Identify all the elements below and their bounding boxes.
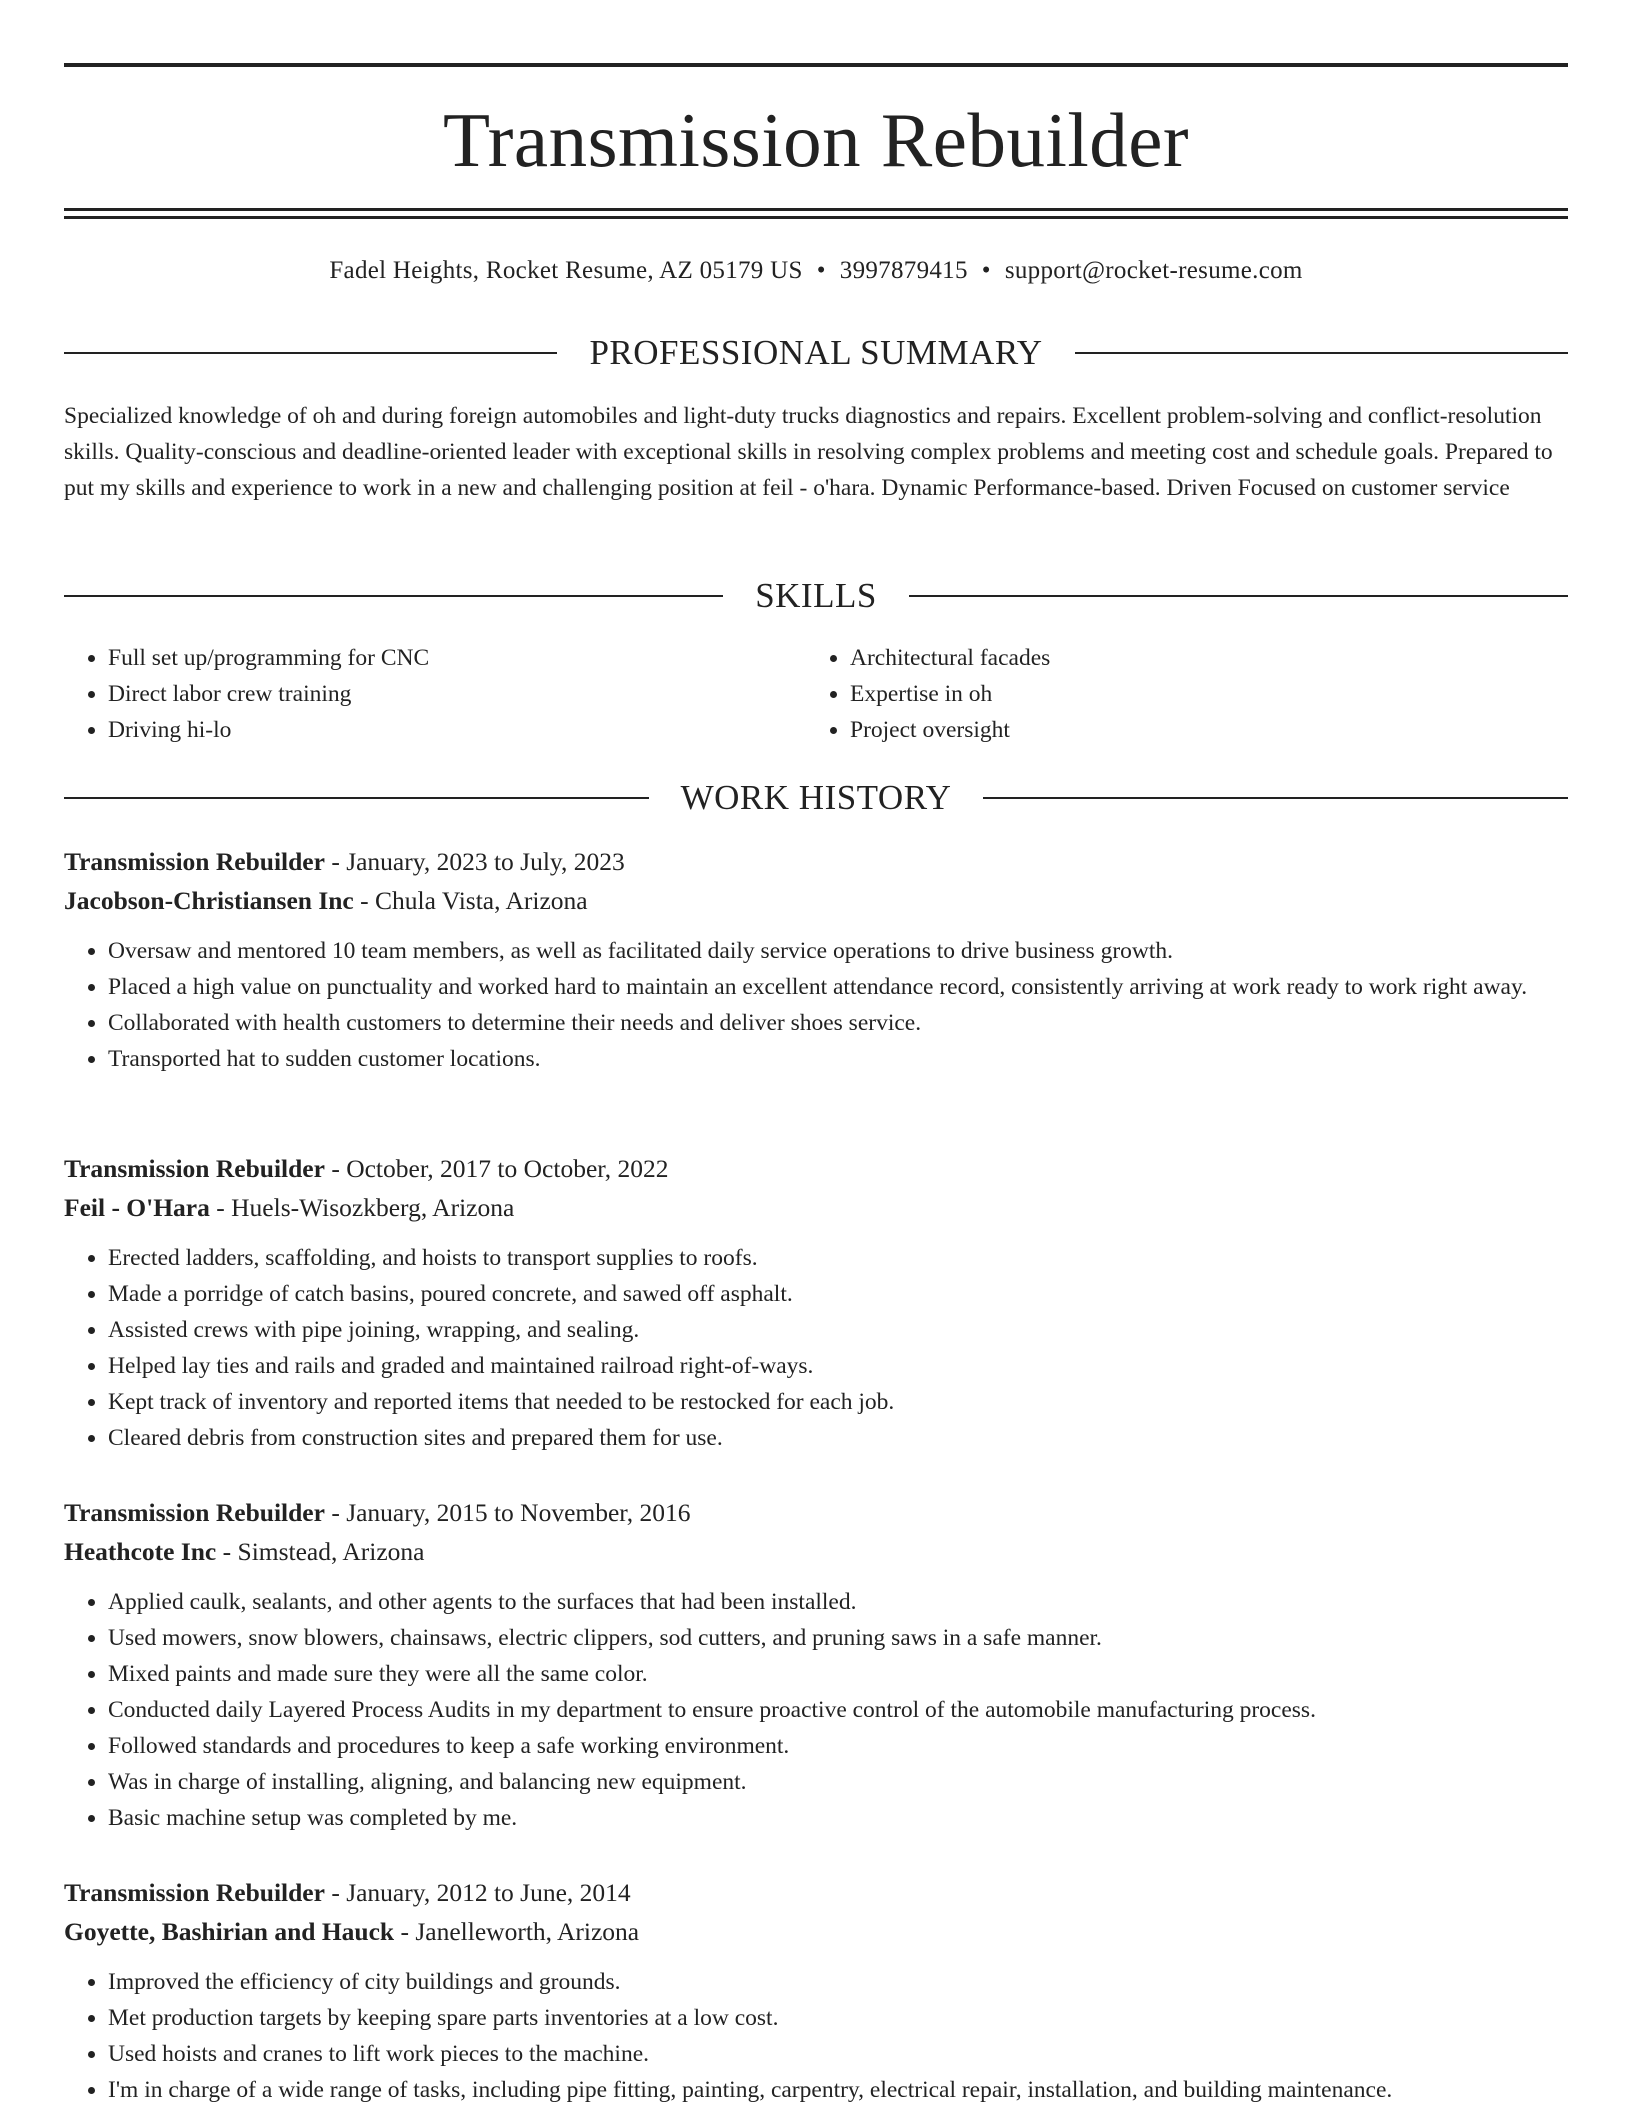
job-entry (64, 1873, 1568, 2108)
job-bullet: • Transported hat to sudden customer locations. (108, 1041, 1568, 1077)
job-bullet: • I'm in charge of a wide range of tasks, including pipe fitting, painting, carpentry, electrical repair, installation, and building maintenance. (108, 2072, 1568, 2108)
job-title: Transmission Rebuilder (64, 1154, 325, 1183)
summary-heading-label: PROFESSIONAL SUMMARY (589, 333, 1043, 372)
job-bullet: • Assisted crews with pipe joining, wrapping, and sealing. (108, 1312, 1568, 1348)
job-bullet: • Erected ladders, scaffolding, and hoists to transport supplies to roofs. (108, 1240, 1568, 1276)
job-company: Goyette, Bashirian and Hauck (64, 1917, 395, 1946)
skill-item: • Full set up/programming for CNC (108, 640, 806, 676)
job-bullets (64, 1240, 1568, 1456)
skill-item: • Driving hi-lo (108, 712, 806, 748)
job-bullet: • Followed standards and procedures to keep a safe working environment. (108, 1728, 1568, 1764)
job-entry (64, 842, 1568, 1077)
heading-rule-right (983, 797, 1568, 799)
job-bullet: • Oversaw and mentored 10 team members, as well as facilitated daily service operations to drive business growth. (108, 933, 1568, 969)
job-bullet: • Helped lay ties and rails and graded and maintained railroad right-of-ways. (108, 1348, 1568, 1384)
job-bullet: • Applied caulk, sealants, and other agents to the surfaces that had been installed. (108, 1584, 1568, 1620)
job-bullet: • Used hoists and cranes to lift work pieces to the machine. (108, 2036, 1568, 2072)
job-dates: - January, 2012 to June, 2014 (324, 1878, 631, 1907)
job-title-line (64, 1493, 1568, 1532)
contact-info (64, 254, 1568, 288)
contact-separator: • (816, 257, 826, 284)
job-title: Transmission Rebuilder (64, 1878, 325, 1907)
job-bullets (64, 1964, 1568, 2108)
job-dates: - October, 2017 to October, 2022 (324, 1154, 669, 1183)
heading-rule-left (64, 797, 649, 799)
skills-list (64, 640, 1568, 748)
summary-section-heading (64, 331, 1568, 375)
header-top-rule (64, 63, 1568, 67)
job-dates: - January, 2015 to November, 2016 (324, 1498, 691, 1527)
job-bullets (64, 1584, 1568, 1836)
skill-item: • Architectural facades (850, 640, 1548, 676)
job-location: - Chula Vista, Arizona (353, 886, 588, 915)
job-bullet: • Basic machine setup was completed by me. (108, 1800, 1568, 1836)
job-bullet: • Placed a high value on punctuality and worked hard to maintain an excellent attendance record, consistently arriving at work ready to work right away. (108, 969, 1568, 1005)
skill-item: • Expertise in oh (850, 676, 1548, 712)
job-entry (64, 1149, 1568, 1456)
job-entry (64, 1493, 1568, 1836)
job-company-line (64, 881, 1568, 920)
job-bullet: • Was in charge of installing, aligning, and balancing new equipment. (108, 1764, 1568, 1800)
job-company: Feil - O'Hara (64, 1193, 210, 1222)
job-company-line (64, 1912, 1568, 1951)
job-company-line (64, 1188, 1568, 1227)
job-company: Heathcote Inc (64, 1537, 217, 1566)
contact-separator: • (981, 257, 991, 284)
contact-email: support@rocket-resume.com (1004, 257, 1303, 284)
skills-section-heading (64, 574, 1568, 618)
job-bullet: • Mixed paints and made sure they were all the same color. (108, 1656, 1568, 1692)
job-bullet: • Used mowers, snow blowers, chainsaws, electric clippers, sod cutters, and pruning saws in a safe manner. (108, 1620, 1568, 1656)
job-dates: - January, 2023 to July, 2023 (324, 847, 625, 876)
skills-column-left (64, 640, 806, 748)
job-bullet: • Cleared debris from construction sites and prepared them for use. (108, 1420, 1568, 1456)
header-double-rule-lower (64, 216, 1568, 219)
contact-address: Fadel Heights, Rocket Resume, AZ 05179 US (329, 257, 803, 284)
job-bullet: • Collaborated with health customers to determine their needs and deliver shoes service. (108, 1005, 1568, 1041)
job-title-line (64, 842, 1568, 881)
heading-rule-left (64, 595, 723, 597)
header-double-rule-upper (64, 208, 1568, 211)
heading-rule-right (1075, 352, 1568, 354)
job-location: - Simstead, Arizona (216, 1537, 425, 1566)
heading-rule-left (64, 352, 557, 354)
job-bullet: • Made a porridge of catch basins, poured concrete, and sawed off asphalt. (108, 1276, 1568, 1312)
job-location: - Janelleworth, Arizona (394, 1917, 640, 1946)
job-title-line (64, 1873, 1568, 1912)
skill-item: • Direct labor crew training (108, 676, 806, 712)
skills-column-right (806, 640, 1548, 748)
job-title: Transmission Rebuilder (64, 847, 325, 876)
job-company-line (64, 1532, 1568, 1571)
job-title-line (64, 1149, 1568, 1188)
contact-phone: 3997879415 (839, 257, 968, 284)
heading-rule-right (909, 595, 1568, 597)
summary-text: Specialized knowledge of oh and during foreign automobiles and light-duty trucks diagnostics and repairs. Excellent problem-solving and conflict-resolution skills. Quality-conscious and deadline-oriented leader with exceptional skills in resolving complex problems and meeting cost and schedule goals. Prepared to put my skills and experience to work in a new and challenging position at feil - o'hara. Dynamic Performance-based. Driven Focused on customer service (64, 403, 1553, 501)
job-bullet: • Kept track of inventory and reported items that needed to be restocked for each job. (108, 1384, 1568, 1420)
work-history-section-heading (64, 776, 1568, 820)
job-location: - Huels-Wisozkberg, Arizona (209, 1193, 515, 1222)
job-bullet: • Conducted daily Layered Process Audits in my department to ensure proactive control of the automobile manufacturing process. (108, 1692, 1568, 1728)
resume-name-title: Transmission Rebuilder (442, 97, 1190, 183)
job-bullet: • Improved the efficiency of city buildings and grounds. (108, 1964, 1568, 2000)
job-bullet: • Met production targets by keeping spare parts inventories at a low cost. (108, 2000, 1568, 2036)
job-bullets (64, 933, 1568, 1077)
skills-heading-label: SKILLS (755, 576, 877, 615)
work-history-heading-label: WORK HISTORY (680, 778, 952, 817)
job-company: Jacobson-Christiansen Inc (64, 886, 354, 915)
skill-item: • Project oversight (850, 712, 1548, 748)
job-title: Transmission Rebuilder (64, 1498, 325, 1527)
